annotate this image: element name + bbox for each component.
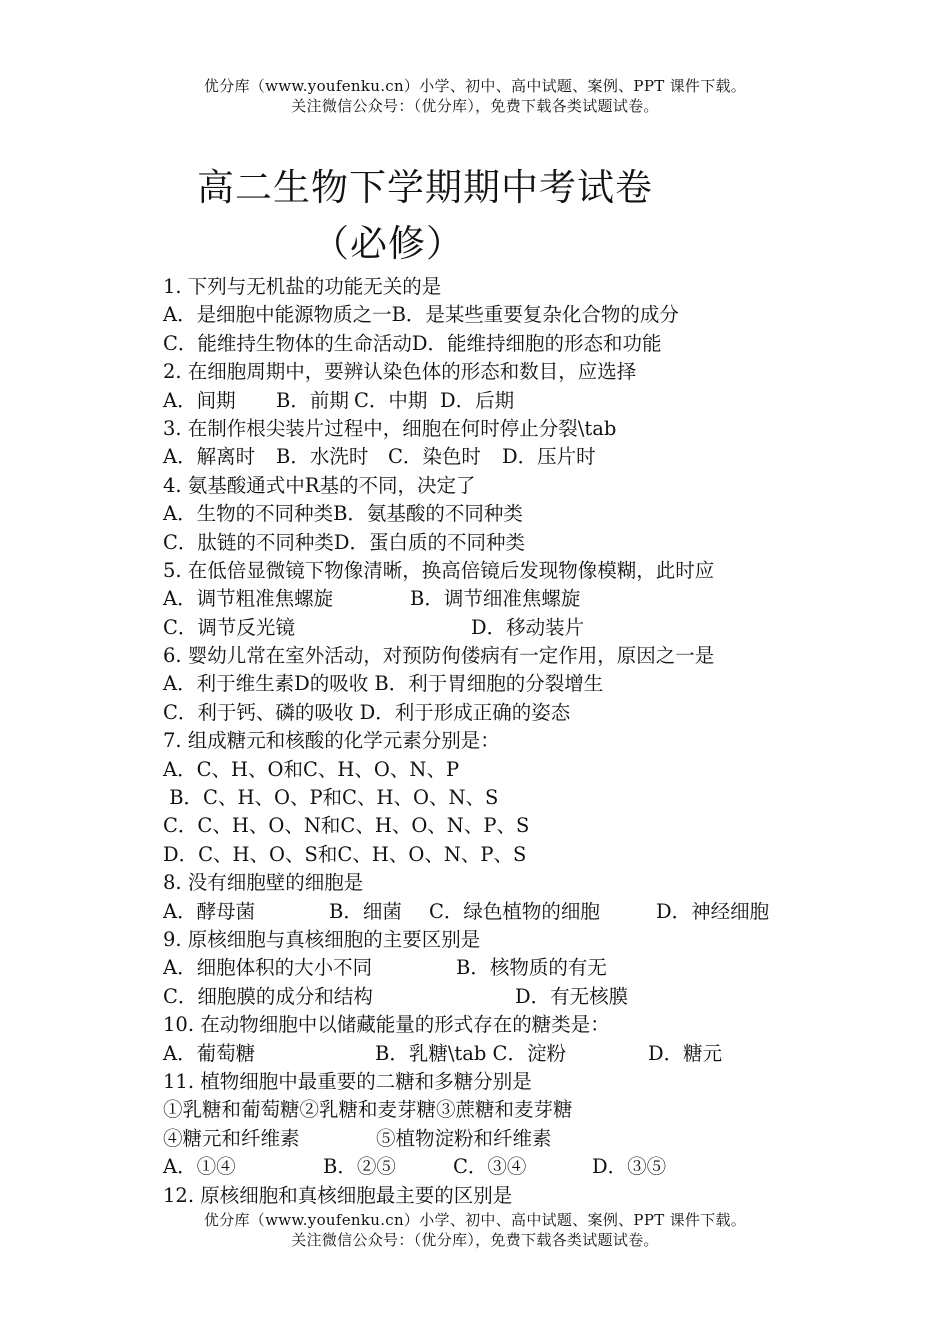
line-text: 6. 婴幼儿常在室外活动，对预防佝偻病有一定作用，原因之一是 <box>163 644 715 668</box>
question-line <box>163 812 923 840</box>
page-header <box>0 76 950 116</box>
question-list <box>163 273 923 1210</box>
question-line <box>163 585 923 613</box>
line-text: A．是细胞中能源物质之一B．是某些重要复杂化合物的成分 <box>163 303 679 327</box>
option-text: ⑤植物淀粉和纤维素 <box>376 1126 552 1150</box>
option-text: A．间期 <box>163 388 236 412</box>
option-text: B．前期 <box>276 388 349 412</box>
question-line <box>163 841 923 869</box>
option-text: B．细菌 <box>329 899 402 923</box>
line-text: C．利于钙、磷的吸收 D．利于形成正确的姿态 <box>163 700 571 724</box>
line-text: 9. 原核细胞与真核细胞的主要区别是 <box>163 927 481 951</box>
question-line <box>163 1040 923 1068</box>
option-text: D．压片时 <box>502 445 596 469</box>
question-line <box>163 1153 923 1181</box>
question-line <box>163 273 923 301</box>
line-text: 5. 在低倍显微镜下物像清晰，换高倍镜后发现物像模糊，此时应 <box>163 558 715 582</box>
header-line-2: 关注微信公众号：（优分库），免费下载各类试题试卷。 <box>291 97 659 115</box>
option-text: A．解离时 <box>163 445 256 469</box>
line-text: 1. 下列与无机盐的功能无关的是 <box>163 275 442 298</box>
option-text: D．③⑤ <box>592 1155 667 1179</box>
line-text: 10. 在动物细胞中以储藏能量的形式存在的糖类是： <box>163 1013 610 1037</box>
question-line <box>163 642 923 670</box>
question-line <box>163 614 923 642</box>
option-text: D．移动装片 <box>471 615 585 639</box>
line-text: 7. 组成糖元和核酸的化学元素分别是： <box>163 729 500 753</box>
option-text: D．后期 <box>440 388 515 412</box>
line-text: C．能维持生物体的生命活动D．能维持细胞的形态和功能 <box>163 331 662 355</box>
line-text: 4. 氨基酸通式中R基的不同，决定了 <box>163 473 476 497</box>
option-text: ④糖元和纤维素 <box>163 1126 300 1150</box>
line-text: C．肽链的不同种类D．蛋白质的不同种类 <box>163 530 526 554</box>
question-line <box>163 529 923 557</box>
question-line <box>163 1096 923 1124</box>
question-line <box>163 869 923 897</box>
line-text: 11. 植物细胞中最重要的二糖和多糖分别是 <box>163 1069 532 1093</box>
question-line <box>163 500 923 528</box>
option-text: A．酵母菌 <box>163 899 256 923</box>
line-text: A．生物的不同种类B．氨基酸的不同种类 <box>163 502 523 526</box>
option-text: B．调节细准焦螺旋 <box>410 587 581 611</box>
exam-title: 高二生物下学期期中考试卷 <box>197 166 653 209</box>
option-text: B．核物质的有无 <box>456 956 607 980</box>
question-line <box>163 415 923 443</box>
option-text: D．糖元 <box>648 1041 723 1065</box>
question-line <box>163 330 923 358</box>
question-line <box>163 1125 923 1153</box>
line-text: 2. 在细胞周期中，要辨认染色体的形态和数目，应选择 <box>163 360 637 384</box>
line-text: ①乳糖和葡萄糖②乳糖和麦芽糖③蔗糖和麦芽糖 <box>163 1098 573 1122</box>
question-line <box>163 699 923 727</box>
line-text: B．C、H、O、P和C、H、O、N、S <box>163 786 499 810</box>
option-text: B．水洗时 <box>276 445 369 469</box>
option-text: A．细胞体积的大小不同 <box>163 956 373 980</box>
line-text: 8. 没有细胞壁的细胞是 <box>163 871 364 895</box>
question-line <box>163 472 923 500</box>
option-text: D．有无核膜 <box>515 984 629 1008</box>
question-line <box>163 784 923 812</box>
question-line <box>163 358 923 386</box>
option-text: C．调节反光镜 <box>163 615 295 639</box>
question-line <box>163 387 923 415</box>
line-text: D．C、H、O、S和C、H、O、N、P、S <box>163 842 527 866</box>
option-text: A．葡萄糖 <box>163 1041 256 1065</box>
footer-line-2: 关注微信公众号：（优分库），免费下载各类试题试卷。 <box>291 1231 659 1249</box>
option-text: C．细胞膜的成分和结构 <box>163 984 373 1008</box>
option-text: A．调节粗准焦螺旋 <box>163 587 334 611</box>
option-text: A．①④ <box>163 1155 236 1179</box>
exam-subtitle: （必修） <box>312 222 464 265</box>
footer-line-1: 优分库（www.youfenku.cn）小学、初中、高中试题、案例、PPT 课件下载。 <box>203 1211 747 1229</box>
option-text: B．②⑤ <box>323 1155 396 1179</box>
option-text: C．染色时 <box>388 445 481 469</box>
header-line-1: 优分库（www.youfenku.cn）小学、初中、高中试题、案例、PPT 课件下载。 <box>203 77 747 95</box>
question-line <box>163 898 923 926</box>
question-line <box>163 983 923 1011</box>
option-text: B．乳糖\tab C．淀粉 <box>375 1041 566 1065</box>
option-text: C．绿色植物的细胞 <box>429 899 600 923</box>
option-text: C．中期 <box>354 388 428 412</box>
question-line <box>163 727 923 755</box>
option-text: C．③④ <box>453 1155 527 1179</box>
question-line <box>163 926 923 954</box>
question-line <box>163 954 923 982</box>
question-line <box>163 301 923 329</box>
question-line <box>163 670 923 698</box>
line-text: A．利于维生素D的吸收 B．利于胃细胞的分裂增生 <box>163 672 604 696</box>
line-text: 12. 原核细胞和真核细胞最主要的区别是 <box>163 1183 513 1207</box>
question-line <box>163 1011 923 1039</box>
question-line <box>163 1182 923 1210</box>
line-text: C．C、H、O、N和C、H、O、N、P、S <box>163 814 530 838</box>
option-text: D．神经细胞 <box>656 899 770 923</box>
line-text: 3. 在制作根尖装片过程中，细胞在何时停止分裂\tab <box>163 416 617 440</box>
page-footer <box>0 1210 950 1250</box>
question-line <box>163 1068 923 1096</box>
question-line <box>163 756 923 784</box>
line-text: A．C、H、O和C、H、O、N、P <box>163 757 460 781</box>
question-line <box>163 557 923 585</box>
question-line <box>163 443 923 471</box>
